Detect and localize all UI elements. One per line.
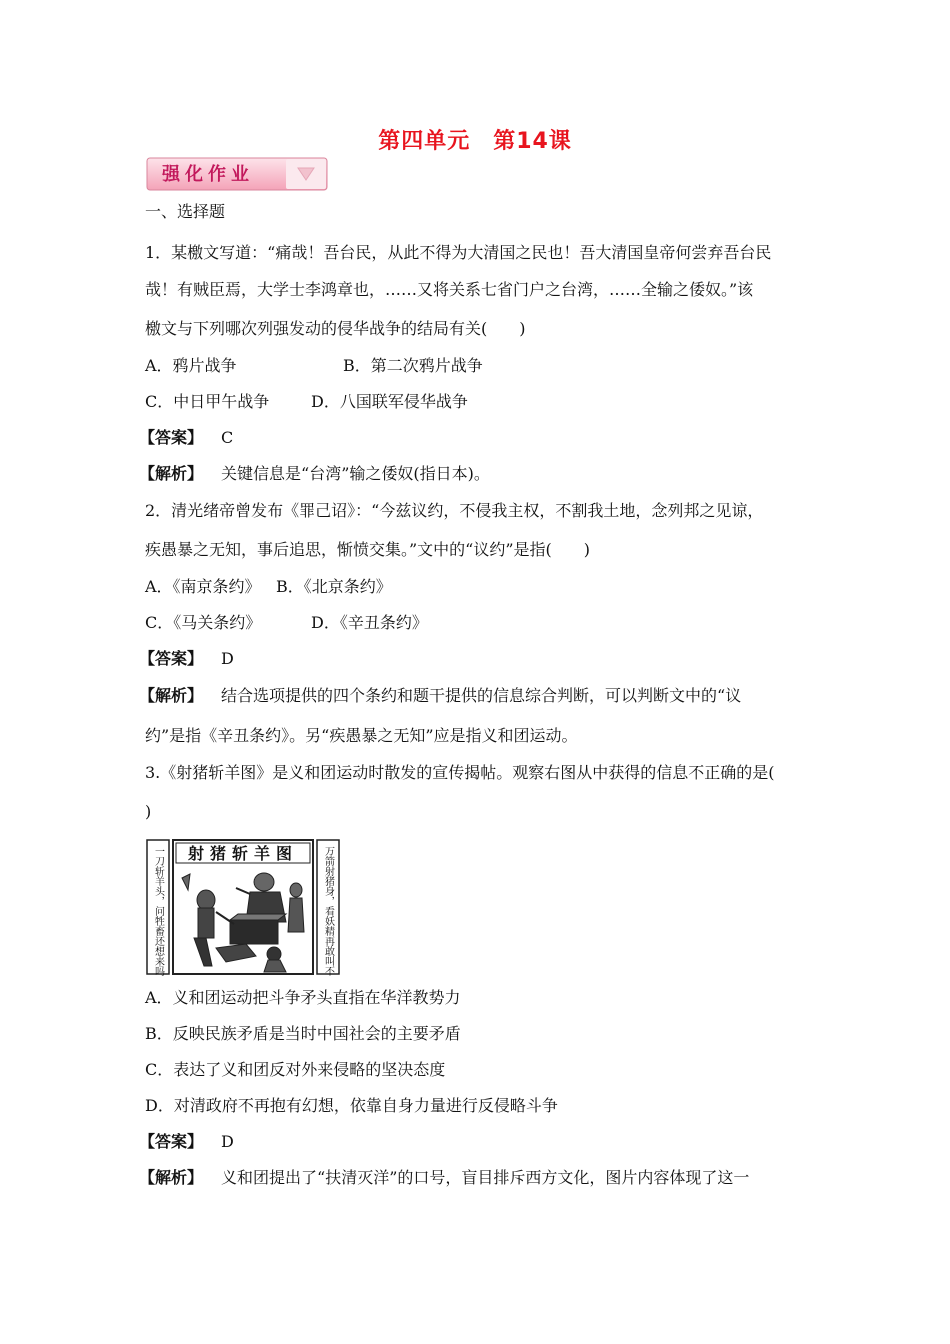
q2-stem-line: 2．清光绪帝曾发布《罪己诏》：“今兹议约，不侵我主权，不割我土地，念列邦之见谅，	[145, 501, 764, 520]
q3-option-d: D．对清政府不再抱有幻想，依靠自身力量进行反侵略斗争	[145, 1096, 558, 1115]
q2-answer	[139, 649, 234, 669]
q2-analysis	[139, 686, 741, 706]
analysis-tag: 【解析】	[139, 1168, 204, 1187]
answer-tag: 【答案】	[139, 1132, 204, 1151]
q1-analysis	[139, 464, 490, 484]
q1-option-b: B．第二次鸦片战争	[343, 356, 483, 375]
q3-answer-value: D	[221, 1132, 234, 1151]
q1-option-a: A．鸦片战争	[145, 356, 237, 375]
q2-stem-line: 疾愚暴之无知，事后追思，惭愤交集。”文中的“议约”是指( )	[145, 540, 591, 559]
q3-option-b: B．反映民族矛盾是当时中国社会的主要矛盾	[145, 1024, 461, 1043]
section-banner	[146, 157, 328, 191]
q3-stem-line: )	[145, 802, 152, 821]
q2-option-c: C．《马关条约》	[145, 613, 262, 632]
analysis-tag: 【解析】	[139, 686, 204, 705]
q3-answer	[139, 1132, 234, 1152]
q1-stem-line: 哉！有贼臣焉，大学士李鸿章也，……又将关系七省门户之台湾，……全输之倭奴。”该	[145, 280, 754, 299]
figure-left-caption: 一刀斩羊头，问牲畜还想来吗	[152, 846, 164, 976]
page-title: 第四单元 第14课	[378, 129, 572, 154]
q1-analysis-text: 关键信息是“台湾”输之倭奴(指日本)。	[221, 464, 490, 483]
banner-label: 强化作业	[162, 164, 254, 185]
q1-option-d: D．八国联军侵华战争	[311, 392, 468, 411]
analysis-tag: 【解析】	[139, 464, 204, 483]
q3-option-a: A．义和团运动把斗争矛头直指在华洋教势力	[145, 988, 461, 1007]
q1-stem-line: 1．某檄文写道：“痛哉！吾台民，从此不得为大清国之民也！吾大清国皇帝何尝弃吾台民	[145, 243, 772, 262]
q3-stem-line: 3.《射猪斩羊图》是义和团运动时散发的宣传揭帖。观察右图从中获得的信息不正确的是(	[145, 763, 775, 782]
q3-analysis-text: 义和团提出了“扶清灭洋”的口号，盲目排斥西方文化，图片内容体现了这一	[221, 1168, 750, 1187]
q1-option-c: C．中日甲午战争	[145, 392, 270, 411]
figure-title: 射猪斩羊图	[187, 844, 299, 863]
q2-option-d: D．《辛丑条约》	[311, 613, 428, 632]
answer-tag: 【答案】	[139, 428, 204, 447]
q2-analysis-text: 结合选项提供的四个条约和题干提供的信息综合判断，可以判断文中的“议	[221, 686, 742, 705]
q1-answer-value: C	[221, 428, 234, 447]
q3-analysis	[139, 1168, 749, 1188]
answer-tag: 【答案】	[139, 649, 204, 668]
q1-answer	[139, 428, 233, 448]
q3-option-c: C．表达了义和团反对外来侵略的坚决态度	[145, 1060, 446, 1079]
q2-answer-value: D	[221, 649, 234, 668]
q1-stem-line: 檄文与下列哪次列强发动的侵华战争的结局有关( )	[145, 319, 526, 338]
propaganda-poster-figure	[146, 838, 340, 976]
q2-option-b: B．《北京条约》	[276, 577, 392, 596]
figure-right-caption: 万箭射猪身，看妖精再敢叫不	[322, 846, 334, 976]
q2-option-a: A．《南京条约》	[145, 577, 261, 596]
q2-analysis-line: 约”是指《辛丑条约》。另“疾愚暴之无知”应是指义和团运动。	[145, 726, 578, 745]
section-heading: 一、选择题	[145, 202, 226, 221]
